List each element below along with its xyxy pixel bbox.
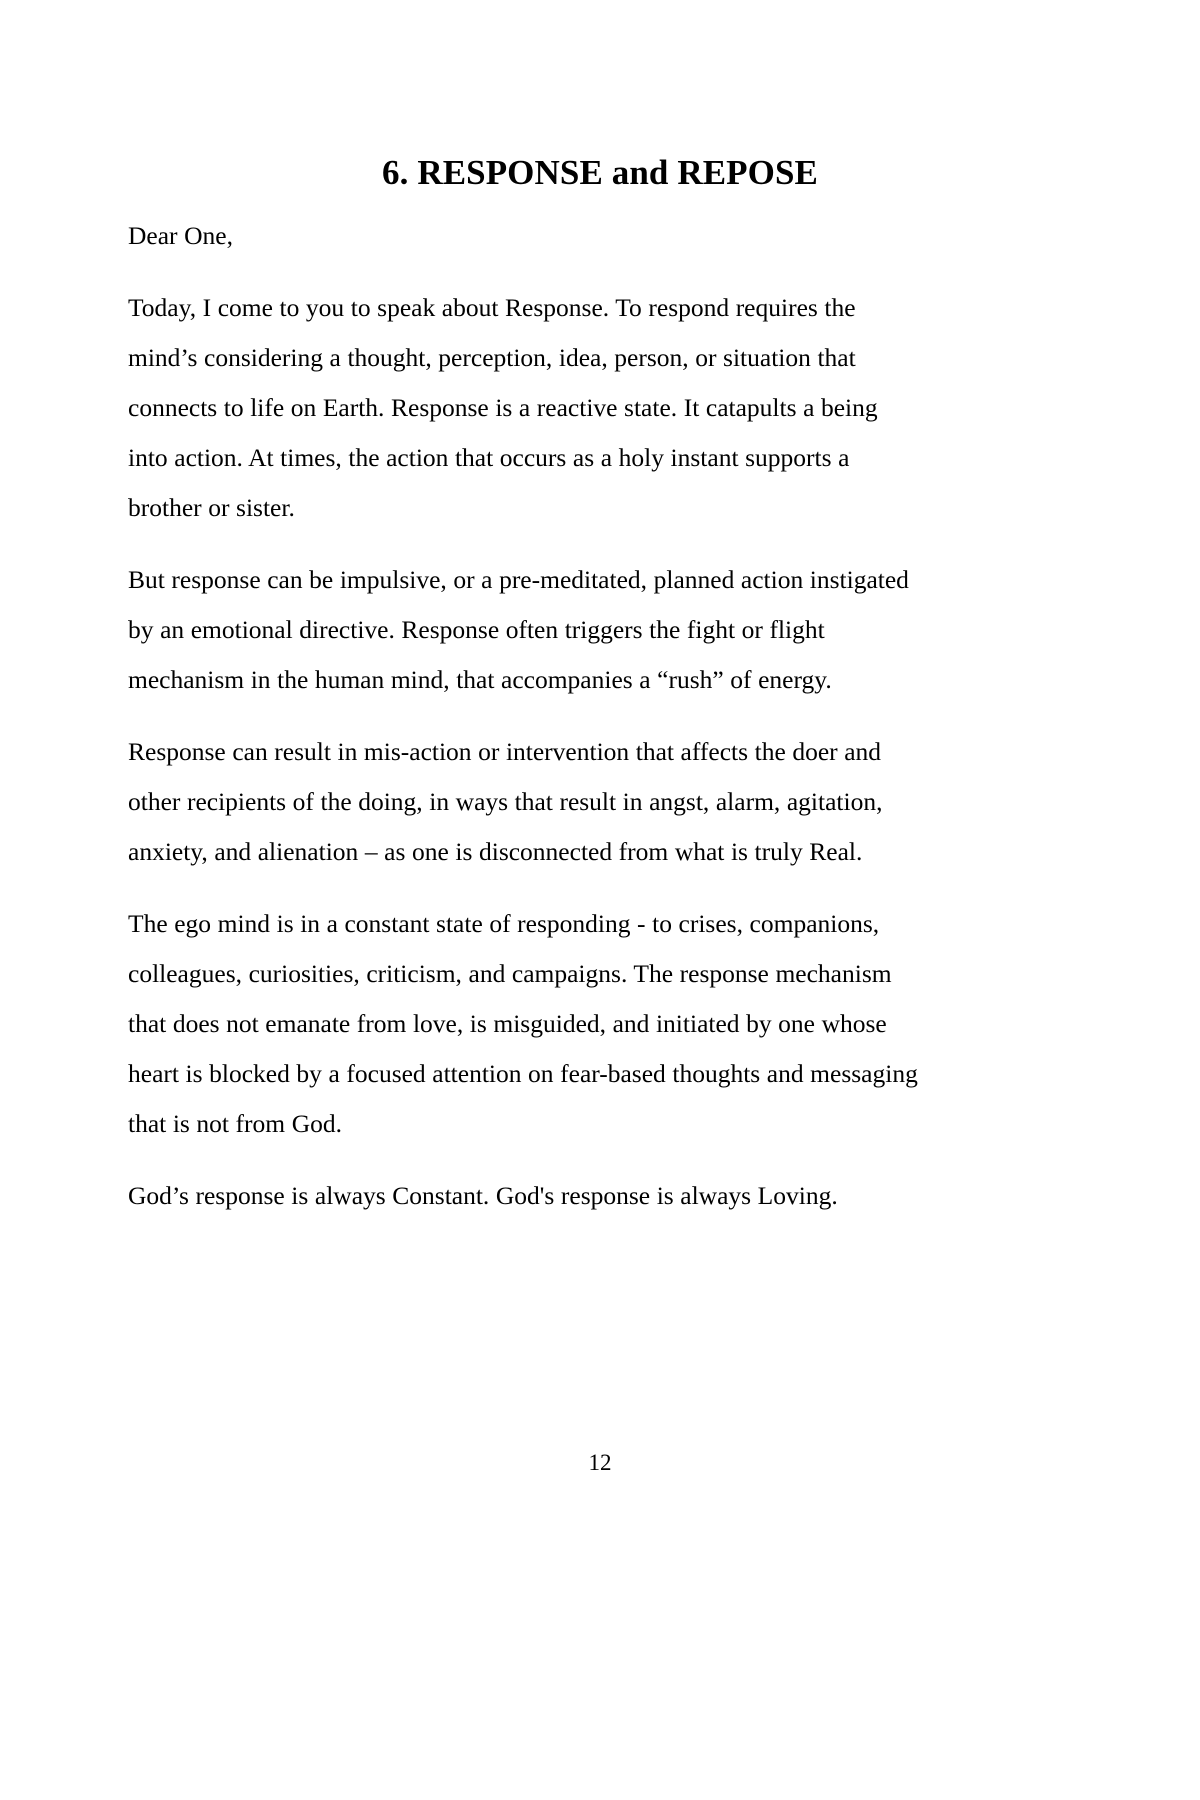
- paragraph-salutation: Dear One,: [128, 221, 233, 250]
- paragraph-1: Today, I come to you to speak about Response. To respond requires the mind’s considering a thought, perception, idea, person, or situation that connects to life on Earth. Response is a reactive state. It catapults a being into action. At times, the action that occurs as a holy instant supports a brother or sister.: [128, 293, 878, 522]
- paragraph-5: God’s response is always Constant. God's response is always Loving.: [128, 1181, 838, 1210]
- body-text-block: [128, 211, 918, 1221]
- paragraph-2: But response can be impulsive, or a pre-meditated, planned action instigated by an emotional directive. Response often triggers the fight or flight mechanism in the human mind, that accompanies a “rush” of energy.: [128, 565, 909, 694]
- page-title: 6. RESPONSE and REPOSE: [382, 153, 818, 193]
- page-number: 12: [588, 1450, 612, 1475]
- paragraph-4: The ego mind is in a constant state of responding - to crises, companions, colleagues, curiosities, criticism, and campaigns. The response mechanism that does not emanate from love, is misguided, and initiated by one whose heart is blocked by a focused attention on fear-based thoughts and messaging that is not from God.: [128, 909, 918, 1138]
- paragraph-3: Response can result in mis-action or intervention that affects the doer and other recipients of the doing, in ways that result in angst, alarm, agitation, anxiety, and alienation – as one is disconnected from what is truly Real.: [128, 737, 883, 866]
